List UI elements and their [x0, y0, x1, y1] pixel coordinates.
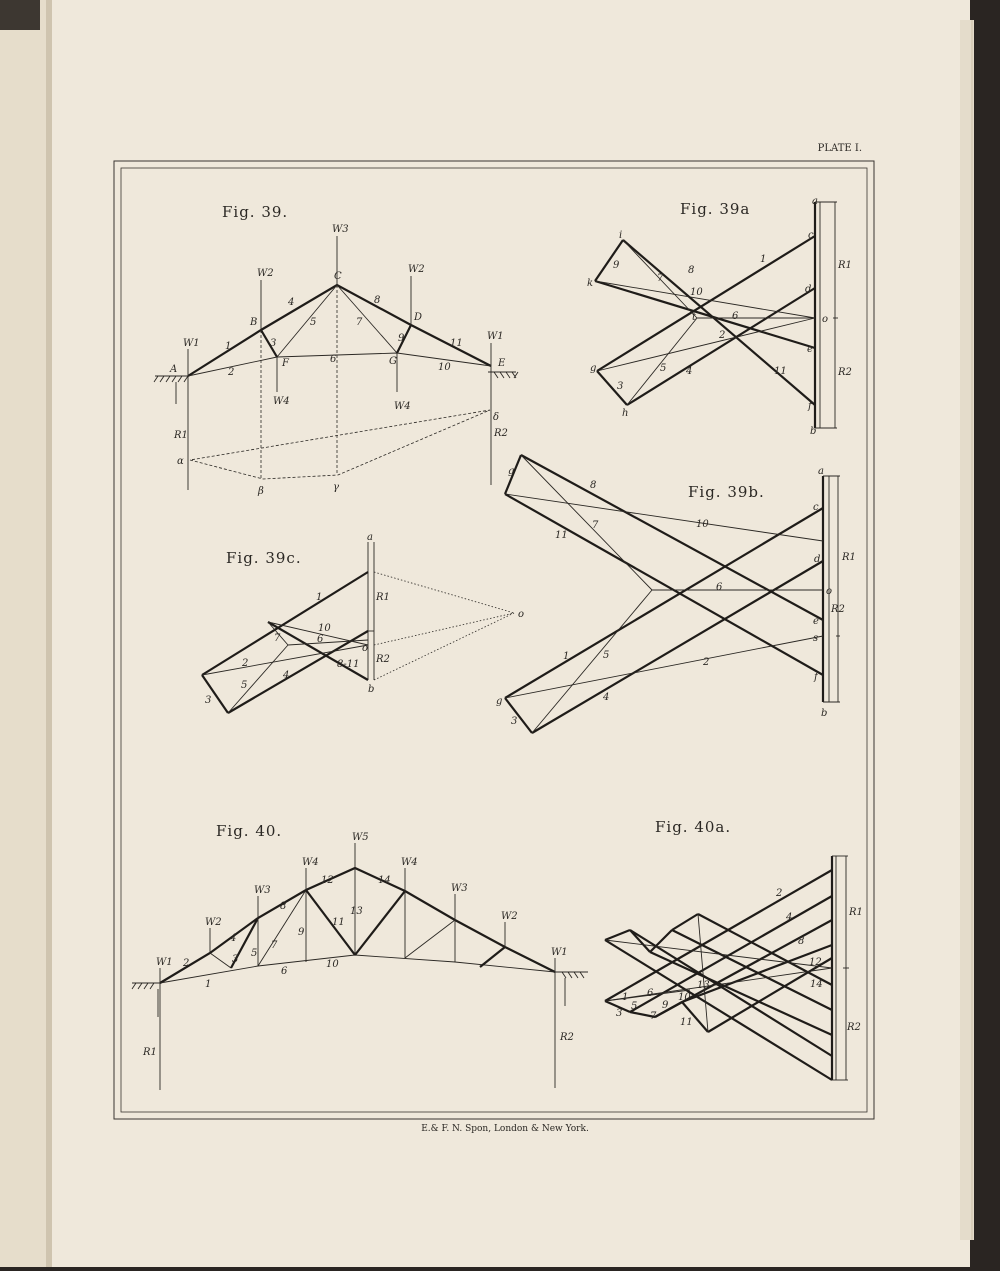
member-14: 14 — [810, 979, 823, 990]
member-3: 3 — [511, 716, 518, 727]
member-7: 7 — [274, 633, 281, 644]
member-4: 4 — [283, 670, 290, 681]
member-3: 3 — [617, 381, 624, 392]
load-w2-left: W2 — [257, 268, 274, 279]
point-k: k — [587, 278, 594, 289]
plate-label: PLATE I. — [817, 143, 862, 154]
point-d: d — [814, 554, 821, 565]
member-1: 1 — [760, 254, 767, 265]
member-4: 4 — [603, 692, 610, 703]
member-7: 7 — [356, 317, 363, 328]
member-2: 2 — [242, 658, 249, 669]
member-4: 4 — [288, 297, 295, 308]
member-8: 8 — [280, 901, 287, 912]
member-13: 13 — [697, 980, 710, 991]
member-4: 4 — [686, 366, 693, 377]
member-6: 6 — [716, 582, 723, 593]
member-6: 6 — [317, 634, 324, 645]
member-1: 1 — [622, 992, 629, 1003]
funicular-gamma: γ — [333, 482, 339, 493]
member-12: 12 — [809, 957, 822, 968]
load-w2-right: W2 — [408, 264, 425, 275]
point-g: g — [590, 363, 597, 374]
member-5: 5 — [310, 317, 317, 328]
member-4: 4 — [230, 933, 237, 944]
member-10: 10 — [326, 959, 339, 970]
member-6: 6 — [330, 354, 337, 365]
member-10: 10 — [678, 992, 691, 1003]
member-11: 11 — [555, 530, 568, 541]
load-w2-left: W2 — [205, 917, 222, 928]
node-E: E — [498, 358, 506, 369]
member-3: 3 — [270, 338, 277, 349]
member-8: 8 — [688, 265, 695, 276]
hang-load-w4-left: W4 — [273, 396, 290, 407]
member-8: 8 — [374, 295, 381, 306]
member-6: 6 — [281, 966, 288, 977]
node-C: C — [334, 271, 342, 282]
point-o: o — [822, 314, 829, 325]
member-12: 12 — [321, 875, 334, 886]
point-g-bottom: g — [496, 696, 503, 707]
node-B: B — [250, 317, 258, 328]
member-14: 14 — [378, 875, 391, 886]
fig-39a-title: Fig. 39a — [680, 200, 751, 218]
member-5: 5 — [251, 948, 258, 959]
reaction-r2: R2 — [831, 604, 845, 615]
point-a: a — [812, 196, 818, 207]
member-11: 11 — [332, 917, 345, 928]
load-w5: W5 — [352, 832, 369, 843]
member-11: 11 — [774, 366, 787, 377]
point-s: s — [813, 633, 819, 644]
member-9: 9 — [398, 333, 405, 344]
member-10: 10 — [696, 519, 709, 530]
member-11: 11 — [680, 1017, 693, 1028]
member-10: 10 — [318, 623, 331, 634]
fig-40a-title: Fig. 40a. — [655, 818, 732, 836]
member-1: 1 — [205, 979, 212, 990]
funicular-beta: β — [258, 486, 264, 497]
point-o: o — [362, 643, 369, 654]
member-5: 5 — [241, 680, 248, 691]
member-9: 9 — [662, 1000, 669, 1011]
member-8-11: 8-11 — [337, 659, 360, 670]
node-A: A — [170, 364, 178, 375]
load-w1-left: W1 — [183, 338, 200, 349]
point-e: e — [813, 616, 819, 627]
load-w3: W3 — [332, 224, 349, 235]
reaction-r1: R1 — [376, 592, 390, 603]
point-o-pole: o — [518, 609, 525, 620]
point-f: f — [808, 401, 812, 412]
point-d: d — [805, 284, 812, 295]
reaction-r1: R1 — [838, 260, 852, 271]
fig-40-title: Fig. 40. — [216, 822, 283, 840]
point-c: c — [813, 502, 819, 513]
member-4: 4 — [786, 912, 793, 923]
member-10: 10 — [690, 287, 703, 298]
member-2: 2 — [776, 888, 783, 899]
member-7: 7 — [592, 520, 599, 531]
point-h: h — [622, 408, 629, 419]
point-a: a — [818, 466, 824, 477]
point-b: b — [368, 684, 375, 695]
member-9: 9 — [613, 260, 620, 271]
point-g-top: g — [508, 466, 515, 477]
member-8: 8 — [798, 936, 805, 947]
point-b: b — [810, 426, 817, 437]
point-i: i — [619, 230, 623, 241]
reaction-r1: R1 — [174, 430, 188, 441]
load-w1-left: W1 — [156, 957, 173, 968]
node-D: D — [414, 312, 423, 323]
hang-load-w4-right: W4 — [394, 401, 411, 412]
member-5: 5 — [660, 363, 667, 374]
member-1: 1 — [316, 592, 323, 603]
reaction-r2: R2 — [494, 428, 508, 439]
load-w1-right: W1 — [551, 947, 568, 958]
member-1: 1 — [225, 341, 232, 352]
member-2: 2 — [719, 330, 726, 341]
point-e: e — [807, 344, 813, 355]
member-3: 3 — [232, 954, 239, 965]
member-3: 3 — [205, 695, 212, 706]
load-w2-right: W2 — [501, 911, 518, 922]
load-w1-right: W1 — [487, 331, 504, 342]
point-t: t — [692, 312, 697, 323]
load-w4-left: W4 — [302, 857, 319, 868]
funicular-alpha: α — [177, 456, 184, 467]
member-5: 5 — [631, 1001, 638, 1012]
member-2: 2 — [228, 367, 235, 378]
member-2: 2 — [703, 657, 710, 668]
member-11: 11 — [450, 338, 463, 349]
point-o: o — [826, 586, 833, 597]
fig-39c-title: Fig. 39c. — [226, 549, 302, 567]
point-f: f — [814, 672, 818, 683]
member-13: 13 — [350, 906, 363, 917]
member-8: 8 — [590, 480, 597, 491]
publisher-footer: E.& F. N. Spon, London & New York. — [421, 1124, 589, 1134]
reaction-r2: R2 — [847, 1022, 861, 1033]
funicular-delta: δ — [493, 412, 500, 423]
load-w3-left: W3 — [254, 885, 271, 896]
point-b: b — [821, 708, 828, 719]
load-w4-right: W4 — [401, 857, 418, 868]
load-w3-right: W3 — [451, 883, 468, 894]
member-9: 9 — [298, 927, 305, 938]
member-2: 2 — [183, 958, 190, 969]
member-6: 6 — [647, 988, 654, 999]
member-6: 6 — [732, 311, 739, 322]
member-1: 1 — [563, 651, 570, 662]
reaction-r2: R2 — [376, 654, 390, 665]
member-10: 10 — [438, 362, 451, 373]
node-G: G — [389, 356, 397, 367]
reaction-r2: R2 — [838, 367, 852, 378]
reaction-r1: R1 — [842, 552, 856, 563]
point-a: a — [367, 532, 373, 543]
node-F: F — [282, 358, 289, 369]
reaction-r1: R1 — [849, 907, 863, 918]
member-7: 7 — [271, 940, 278, 951]
fig-39b-title: Fig. 39b. — [688, 483, 765, 501]
member-5: 5 — [603, 650, 610, 661]
reaction-r1: R1 — [143, 1047, 157, 1058]
fig-39-title: Fig. 39. — [222, 203, 289, 221]
member-7: 7 — [650, 1011, 657, 1022]
reaction-r2: R2 — [560, 1032, 574, 1043]
member-3: 3 — [616, 1008, 623, 1019]
point-c: c — [808, 230, 814, 241]
member-7: 7 — [657, 273, 664, 284]
